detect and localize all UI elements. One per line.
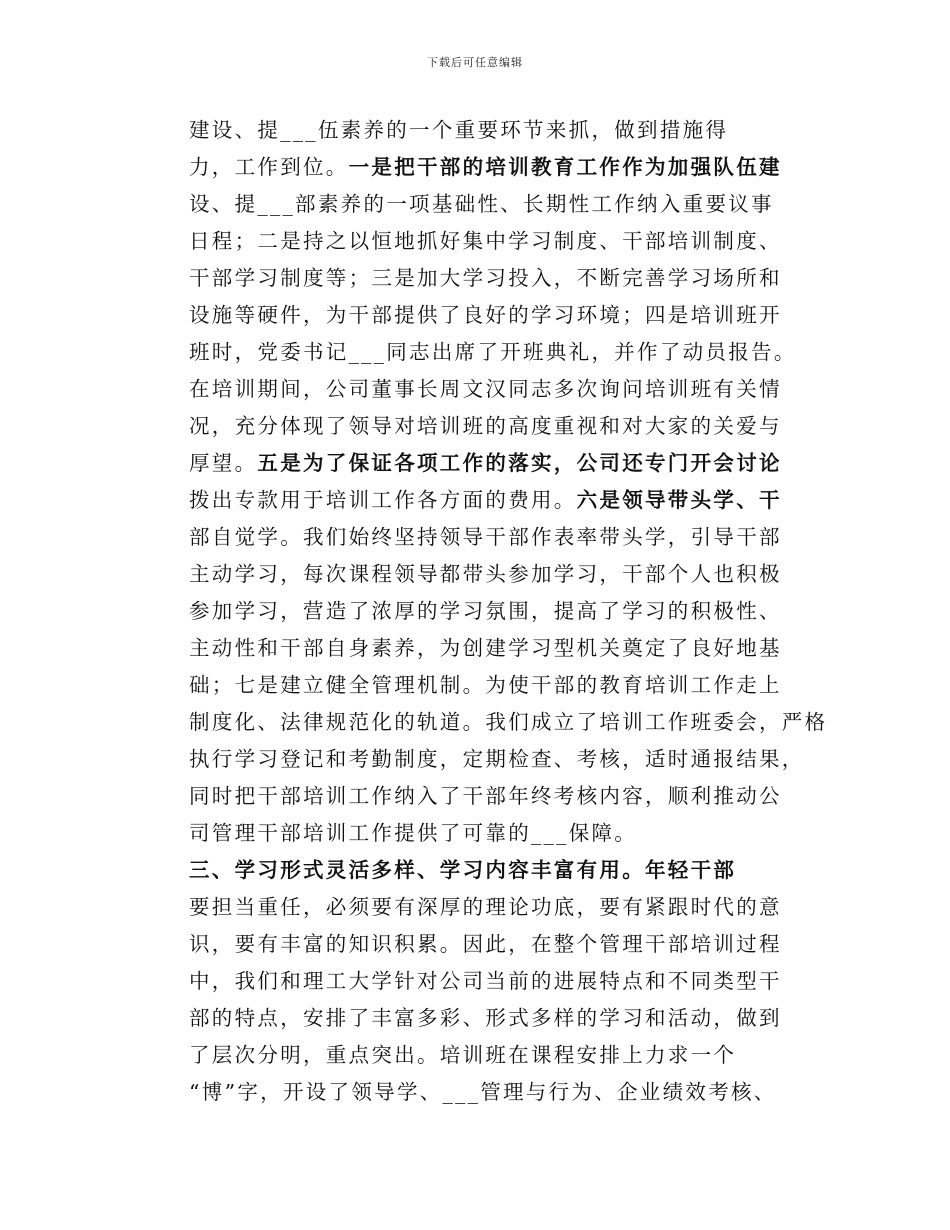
text-run: 况，充分体现了领导对培训班的高度重视和对大家的关爱与 xyxy=(189,414,782,438)
text-run: 参加学习，营造了浓厚的学习氛围，提高了学习的积极性、 xyxy=(189,599,782,623)
text-line xyxy=(189,334,809,371)
text-line xyxy=(189,445,809,482)
text-line xyxy=(189,889,809,926)
text-line xyxy=(189,112,809,149)
text-run: 厚望。 xyxy=(189,451,258,475)
bold-text-run: 五是为了保证各项工作的落实，公司还专门开会讨论 xyxy=(257,451,782,475)
document-body xyxy=(189,112,828,1111)
text-line xyxy=(189,223,809,260)
text-run: 中，我们和理工大学针对公司当前的进展特点和不同类型干 xyxy=(189,969,782,993)
text-line xyxy=(189,371,809,408)
text-line xyxy=(189,926,809,963)
text-line xyxy=(189,519,809,556)
text-run: 了层次分明，重点突出。培训班在课程安排上力求一个 xyxy=(189,1043,737,1067)
text-line xyxy=(189,297,809,334)
bold-text-run: 三、学习形式灵活多样、学习内容丰富有用。年轻干部 xyxy=(189,858,737,882)
text-line xyxy=(189,852,809,889)
text-run: 部自觉学。我们始终坚持领导干部作表率带头学，引导干部 xyxy=(189,525,782,549)
page-header: 下载后可任意编辑 xyxy=(427,56,523,69)
text-line xyxy=(189,630,809,667)
text-run: 执行学习登记和考勤制度，定期检查、考核，适时通报结果， xyxy=(189,747,805,771)
text-run: 拨出专款用于培训工作各方面的费用。 xyxy=(189,488,577,512)
text-line xyxy=(189,963,809,1000)
text-run: 制度化、法律规范化的轨道。我们成立了培训工作班委会，严格 xyxy=(189,710,828,734)
text-run: 建设、提___伍素养的一个重要环节来抓，做到措施得 xyxy=(189,118,729,142)
bold-text-run: 六是领导带头学、干 xyxy=(576,488,782,512)
text-line xyxy=(189,1037,809,1074)
text-run: 要担当重任，必须要有深厚的理论功底，要有紧跟时代的意 xyxy=(189,895,782,919)
text-line xyxy=(189,556,809,593)
text-run: 在培训期间，公司董事长周文汉同志多次询问培训班有关情 xyxy=(189,377,782,401)
text-run: 力，工作到位。 xyxy=(189,155,349,179)
text-run: 干部学习制度等；三是加大学习投入，不断完善学习场所和 xyxy=(189,266,782,290)
text-run: 班时，党委书记___同志出席了开班典礼，并作了动员报告。 xyxy=(189,340,797,364)
text-line xyxy=(189,815,809,852)
text-run: 设、提___部素养的一项基础性、长期性工作纳入重要议事 xyxy=(189,192,774,216)
text-run: “博”字，开设了领导学、___管理与行为、企业绩效考核、 xyxy=(189,1080,777,1104)
text-line xyxy=(189,149,809,186)
text-line xyxy=(189,260,809,297)
text-line xyxy=(189,1074,809,1111)
text-line xyxy=(189,741,809,778)
text-run: 识，要有丰富的知识积累。因此，在整个管理干部培训过程 xyxy=(189,932,782,956)
text-line xyxy=(189,704,828,741)
text-run: 日程；二是持之以恒地抓好集中学习制度、干部培训制度、 xyxy=(189,229,782,253)
text-line xyxy=(189,1000,809,1037)
text-run: 部的特点，安排了丰富多彩、形式多样的学习和活动，做到 xyxy=(189,1006,782,1030)
text-line xyxy=(189,186,809,223)
text-run: 司管理干部培训工作提供了可靠的___保障。 xyxy=(189,821,638,845)
text-line xyxy=(189,482,809,519)
text-line xyxy=(189,667,809,704)
text-run: 设施等硬件，为干部提供了良好的学习环境；四是培训班开 xyxy=(189,303,782,327)
text-line xyxy=(189,408,809,445)
text-run: 主动性和干部自身素养，为创建学习型机关奠定了良好地基 xyxy=(189,636,782,660)
text-line xyxy=(189,593,809,630)
text-run: 同时把干部培训工作纳入了干部年终考核内容，顺利推动公 xyxy=(189,784,782,808)
text-run: 础；七是建立健全管理机制。为使干部的教育培训工作走上 xyxy=(189,673,782,697)
text-run: 主动学习，每次课程领导都带头参加学习，干部个人也积极 xyxy=(189,562,782,586)
text-line xyxy=(189,778,809,815)
bold-text-run: 一是把干部的培训教育工作作为加强队伍建 xyxy=(348,155,782,179)
